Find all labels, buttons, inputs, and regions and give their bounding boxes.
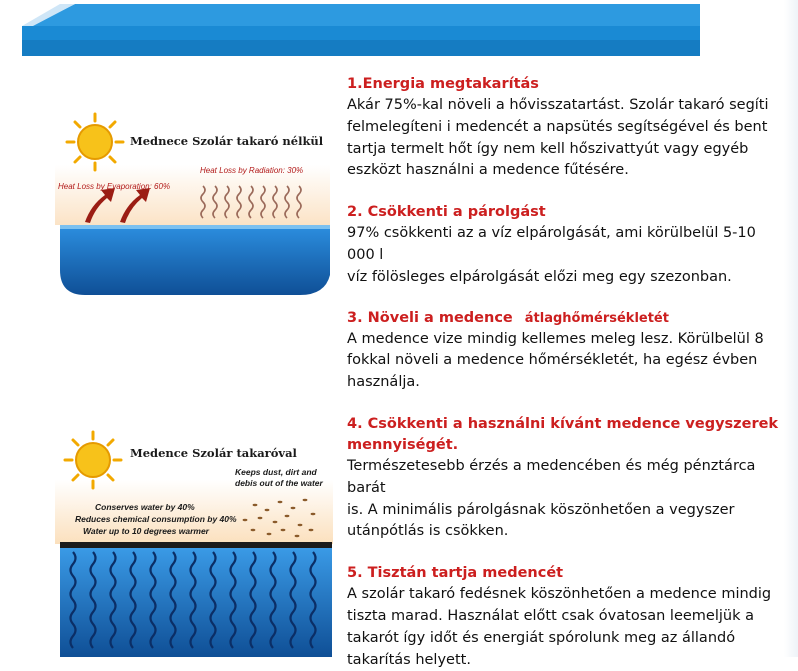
- illustration-caption: Medence Szolár takaróval: [130, 446, 297, 460]
- benefit-title: 1.Energia megtakarítás: [347, 76, 539, 92]
- benefit-increases-temperature: [347, 308, 787, 394]
- benefit-text: Akár 75%-kal növeli a hővisszatartást. Szolár takaró segíti felmelegíteni i medencét a napsütés segítségével és bent tartja termelt hőt így nem kell hőszivattyút vagy egyéb eszközt használni a medence fűtésére.: [347, 97, 769, 179]
- benefit-text: A szolár takaró fedésnek köszönhetően a medence mindig tiszta marad. Használat előtt csak óvatosan leemeljük a takarót így időt és energiát spórolunk meg az állandó takarítás helyett.: [347, 586, 772, 668]
- benefit-text: 97% csökkenti az a víz elpárolgását, ami körülbelül 5-10 000 l víz fölösleges elpárolgását előzi meg egy szezonban.: [347, 225, 756, 285]
- top-banner: [0, 0, 798, 60]
- benefit-reduces-chemicals: [347, 414, 787, 543]
- evaporation-label: Heat Loss by Evaporation: 60%: [58, 182, 171, 191]
- conserves-label: Conserves water by 40%: [95, 502, 195, 512]
- benefit-keeps-clean: [347, 563, 787, 671]
- illustration-with-cover: [55, 430, 340, 657]
- warmer-label: Water up to 10 degrees warmer: [83, 526, 209, 536]
- illustration-caption: Mednece Szolár takaró nélkül: [130, 134, 324, 148]
- reduces-label: Reduces chemical consumption by 40%: [75, 514, 237, 524]
- keeps-clean-label-line2: debis out of the water: [235, 478, 323, 488]
- benefits-list: [347, 74, 787, 671]
- benefit-title: 3. Növeli a medence átlaghőmérsékletét: [347, 309, 669, 326]
- benefit-text: A medence vize mindig kellemes meleg lesz. Körülbelül 8 fokkal növeli a medence hőmérsékletét, ha egész évben használja.: [347, 330, 764, 391]
- radiation-label: Heat Loss by Radiation: 30%: [200, 166, 304, 175]
- benefit-title: 5. Tisztán tartja medencét: [347, 565, 564, 582]
- sun-icon: [65, 432, 121, 488]
- benefit-energy-saving: [347, 74, 787, 182]
- benefit-title: 4. Csökkenti a használni kívánt medence vegyszerek mennyiségét.: [347, 415, 779, 453]
- illustration-without-cover: [55, 110, 340, 300]
- benefit-reduces-evaporation: [347, 202, 787, 288]
- keeps-clean-label-line1: Keeps dust, dirt and: [235, 467, 317, 477]
- benefit-text: Természetesebb érzés a medencében és még pénztárca barát is. A minimális párolgásnak köszönhetően a vegyszer utánpótlás is csökken.: [347, 457, 756, 540]
- sun-icon: [67, 114, 123, 170]
- benefit-title: 2. Csökkenti a párolgást: [347, 204, 546, 221]
